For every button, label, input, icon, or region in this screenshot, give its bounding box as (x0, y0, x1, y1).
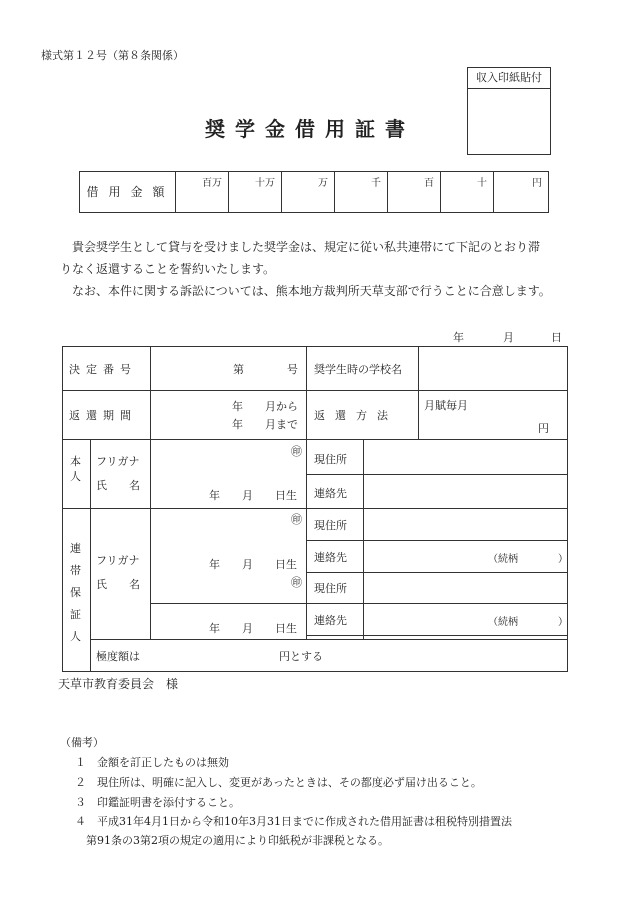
remarks-heading: （備考） (60, 736, 104, 749)
pledge-paragraph (60, 236, 580, 280)
amount-cell-hundred-thousand[interactable]: 十万 (229, 172, 282, 212)
details-table (62, 346, 568, 672)
date-year: 年 (453, 331, 464, 344)
amount-cell-ten[interactable]: 十 (441, 172, 494, 212)
limit-suffix: 円とする (279, 650, 323, 663)
remark-item-4-continuation: 第91条の3第2項の規定の適用により印紙税が非課税となる。 (86, 834, 389, 847)
guarantor-name-label: 氏 名 (96, 578, 140, 591)
recipient: 天草市教育委員会 様 (58, 677, 179, 691)
guarantor2-contact-label: 連絡先 (314, 614, 347, 627)
pledge-line-1: 貴会奨学生として貸与を受けました奨学金は、規定に従い私共連帯にて下記のとおり滞 (72, 240, 541, 254)
amount-cell-million[interactable]: 百万 (176, 172, 229, 212)
jurisdiction-paragraph: なお、本件に関する訴訟については、熊本地方裁判所天草支部で行うことに合意します。 (72, 284, 551, 298)
guarantor2-birth: 年 月 日生 (209, 622, 297, 635)
form-number: 様式第１２号（第８条関係） (41, 49, 184, 62)
limit-label: 極度額は (96, 650, 140, 663)
principal-furigana-label: フリガナ (96, 455, 140, 468)
monthly-label: 月賦毎月 (424, 399, 468, 412)
repay-method-label: 返還方法 (314, 409, 398, 422)
go-label: 号 (287, 363, 298, 376)
repay-period-label: 返還期間 (69, 409, 137, 422)
guarantor1-seal: ㊞ (291, 513, 302, 526)
date-month: 月 (503, 331, 514, 344)
guarantor1-relation: （続柄 ） (488, 554, 568, 565)
guarantor1-birth: 年 月 日生 (209, 558, 297, 571)
principal-contact-label: 連絡先 (314, 487, 347, 500)
principal-birth: 年 月 日生 (209, 489, 297, 502)
principal-address-label: 現住所 (314, 453, 347, 466)
remark-item-3: ３ 印鑑証明書を添付すること。 (75, 796, 240, 809)
guarantor2-relation: （続柄 ） (488, 617, 568, 628)
pledge-line-2: りなく返還することを誓約いたします。 (60, 262, 276, 276)
amount-cell-yen[interactable]: 円 (532, 178, 542, 189)
principal-seal: ㊞ (291, 445, 302, 458)
stamp-label: 収入印紙貼付 (468, 68, 550, 89)
remark-item-1: １ 金額を訂正したものは無効 (75, 756, 229, 769)
until-label: 年 月まで (232, 418, 298, 431)
principal-label: 本人 (70, 455, 81, 483)
decision-number-label: 決定番号 (69, 363, 137, 376)
monthly-yen: 円 (538, 422, 549, 435)
date-day: 日 (551, 331, 562, 344)
amount-table (79, 171, 549, 213)
remark-item-2: ２ 現住所は、明確に記入し、変更があったときは、その都度必ず届け出ること。 (75, 776, 482, 789)
amount-label: 借用金額 (80, 172, 176, 212)
school-label: 奨学生時の学校名 (314, 363, 402, 376)
guarantor1-address-label: 現住所 (314, 519, 347, 532)
dai-label: 第 (233, 363, 244, 376)
amount-cell-thousand[interactable]: 千 (335, 172, 388, 212)
guarantor-label: 連帯保証人 (70, 542, 81, 643)
guarantor2-seal: ㊞ (291, 576, 302, 589)
remark-item-4: ４ 平成31年4月1日から令和10年3月31日までに作成された借用証書は租税特別措置法 (75, 815, 512, 828)
amount-cell-ten-thousand[interactable]: 万 (282, 172, 335, 212)
guarantor1-contact-label: 連絡先 (314, 551, 347, 564)
amount-cell-hundred[interactable]: 百 (388, 172, 441, 212)
revenue-stamp-box (467, 67, 551, 155)
principal-name-label: 氏 名 (96, 479, 140, 492)
page-title: 奨学金借用証書 (205, 117, 415, 141)
guarantor-furigana-label: フリガナ (96, 554, 140, 567)
from-label: 年 月から (232, 400, 298, 413)
guarantor2-address-label: 現住所 (314, 582, 347, 595)
